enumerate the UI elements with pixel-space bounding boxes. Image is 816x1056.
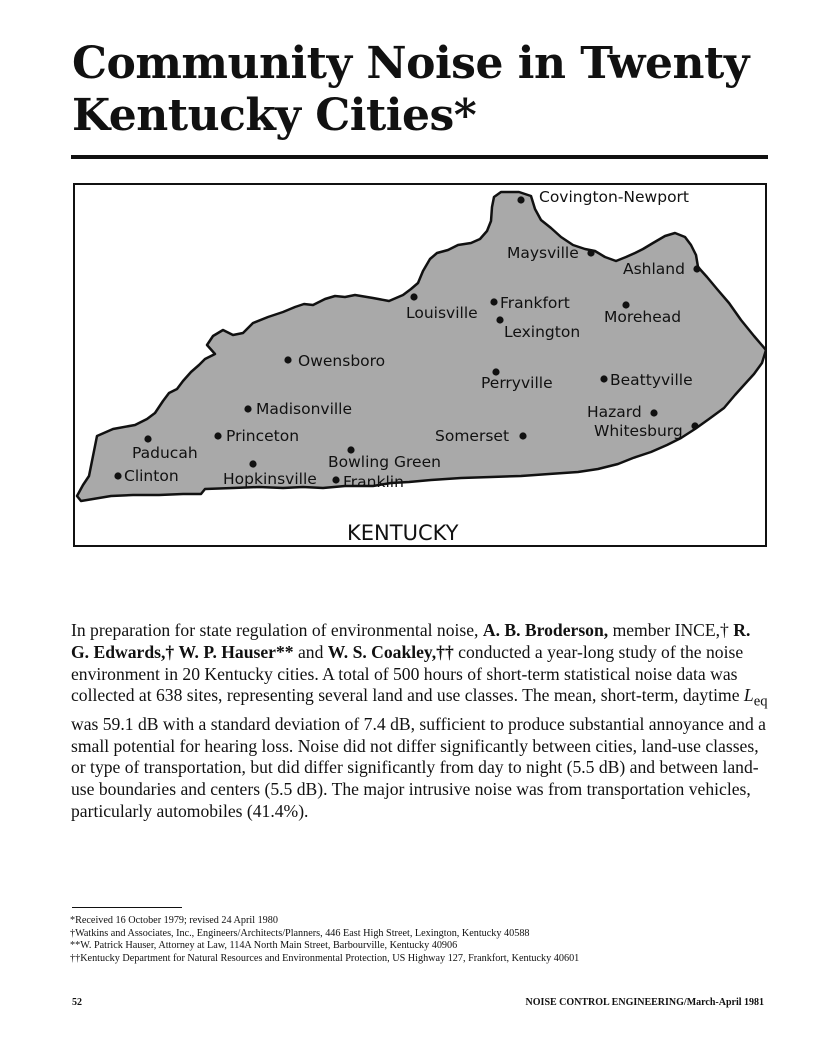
author-broderson: A. B. Broderson,: [482, 620, 609, 640]
abstract-text-3: and: [297, 641, 324, 662]
city-marker-ashland: [693, 265, 700, 272]
city-marker-whitesburg: [691, 422, 698, 429]
journal-footer: NOISE CONTROL ENGINEERING/March-April 1981: [525, 997, 764, 1008]
footnote-hauser: **W. Patrick Hauser, Attorney at Law, 114A North Main Street, Barbourville, Kentucky 40906: [70, 940, 458, 952]
city-label-ashland: Ashland: [623, 260, 685, 278]
leq-subscript: eq: [753, 693, 768, 710]
abstract-text-4: conducted a year-long study of the noise environment in 20 Kentucky cities. A total of 500 hours of short-term statistical noise data was collected at 638 sites, representing several land and use classes. The mean, short-term, daytime: [71, 641, 744, 706]
footnotes: [70, 915, 770, 965]
city-label-franklin: Franklin: [343, 473, 404, 491]
footnote-kentucky-dept: ††Kentucky Department for Natural Resources and Environmental Protection, US Highway 127, Frankfort, Kentucky 40601: [70, 952, 580, 964]
city-marker-owensboro: [284, 356, 291, 363]
city-label-paducah: Paducah: [132, 444, 198, 462]
city-label-princeton: Princeton: [226, 427, 300, 445]
city-label-owensboro: Owensboro: [298, 352, 386, 370]
title-line-1: Community Noise in Twenty: [72, 38, 749, 89]
city-label-madisonville: Madisonville: [256, 400, 353, 418]
footnote-rule: [72, 907, 182, 908]
title-line-2: Kentucky Cities*: [72, 90, 477, 141]
city-marker-somerset: [519, 432, 526, 439]
abstract-text-5: was 59.1 dB with a standard deviation of 7.4 dB, sufficient to produce substantial annoyance and a small potential for hearing loss. Noise did not differ significantly between cities, land-use classes, or type of transportation, but did differ significantly from day to night (5.5 dB) and between land-use boundaries and centers (5.5 dB). The major intrusive noise was from transportation vehicles, particularly automobiles (41.4%).: [71, 713, 766, 821]
city-marker-hopkinsville: [249, 460, 256, 467]
footnote-received: *Received 16 October 1979; revised 24 April 1980: [70, 915, 278, 926]
city-label-hazard: Hazard: [587, 403, 642, 421]
city-label-perryville: Perryville: [481, 374, 553, 392]
city-marker-louisville: [410, 293, 417, 300]
title-rule: [71, 155, 768, 159]
city-label-frankfort: Frankfort: [500, 294, 570, 312]
city-marker-maysville: [587, 249, 594, 256]
city-marker-hazard: [650, 409, 657, 416]
city-label-lexington: Lexington: [504, 323, 581, 341]
kentucky-map-figure: [73, 183, 767, 547]
city-label-louisville: Louisville: [406, 304, 478, 322]
abstract-text-1: In preparation for state regulation of environmental noise,: [71, 620, 479, 640]
city-label-covington-newport: Covington-Newport: [539, 188, 690, 206]
city-marker-clinton: [114, 472, 121, 479]
city-label-hopkinsville: Hopkinsville: [223, 470, 317, 488]
city-marker-lexington: [496, 316, 503, 323]
leq-symbol: L: [743, 685, 754, 706]
state-name-label: KENTUCKY: [347, 521, 459, 545]
city-marker-frankfort: [490, 298, 497, 305]
city-marker-franklin: [332, 476, 339, 483]
city-marker-madisonville: [244, 405, 251, 412]
city-label-beattyville: Beattyville: [610, 371, 693, 389]
city-label-clinton: Clinton: [124, 467, 179, 485]
abstract-paragraph: [71, 620, 771, 823]
page-number: 52: [72, 997, 82, 1008]
author-edwards: R. G. Edwards,†: [71, 620, 751, 662]
city-label-whitesburg: Whitesburg: [594, 422, 683, 440]
footnote-watkins: †Watkins and Associates, Inc., Engineers/Architects/Planners, 446 East High Street, Lexington, Kentucky 40588: [70, 927, 530, 939]
city-marker-beattyville: [600, 375, 607, 382]
city-marker-paducah: [144, 435, 151, 442]
city-marker-covington-newport: [517, 196, 524, 203]
city-label-bowling-green: Bowling Green: [328, 453, 441, 471]
abstract-text-2: member INCE,†: [612, 620, 729, 640]
city-label-maysville: Maysville: [507, 244, 579, 262]
kentucky-map: [73, 183, 767, 547]
city-label-somerset: Somerset: [435, 427, 510, 445]
article-title: [72, 38, 752, 142]
author-coakley: W. S. Coakley,††: [327, 641, 454, 662]
author-hauser: W. P. Hauser**: [178, 641, 294, 662]
city-label-morehead: Morehead: [604, 308, 682, 326]
city-marker-princeton: [214, 432, 221, 439]
